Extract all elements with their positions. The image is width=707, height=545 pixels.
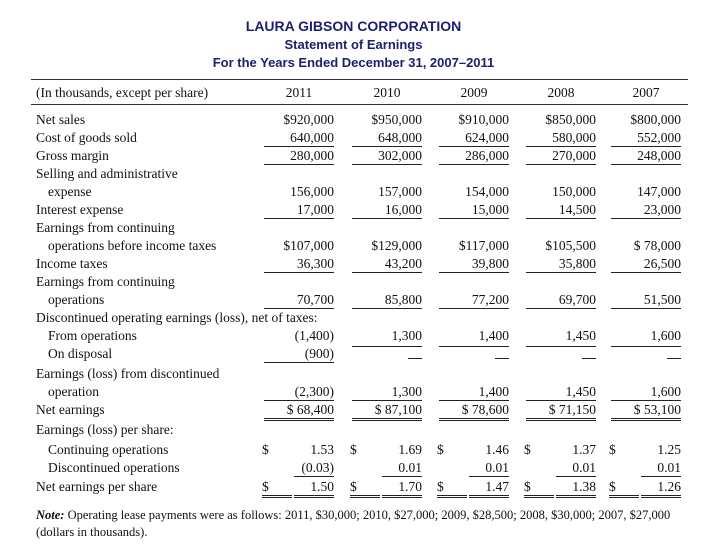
table-cell: 26,500 [611,256,681,273]
table-cell: 39,800 [439,256,509,273]
table-cell: $920,000 [283,112,334,127]
table-cell: 0.01 [556,460,596,477]
table-cell: 1,600 [611,384,681,401]
row-label-continuing-ops-cont: operations [48,292,105,307]
table-cell: $ 78,600 [439,402,509,421]
row-label-selling-admin-cont: expense [48,184,92,199]
table-cell: 150,000 [552,184,596,199]
row-label-on-disposal: On disposal [48,346,113,361]
table-cell: 270,000 [526,148,596,165]
table-cell: $850,000 [545,112,596,127]
table-cell: 1.47 [469,479,509,498]
table-cell: 280,000 [264,148,334,165]
table-cell [526,346,596,347]
row-label-income-taxes: Income taxes [36,256,108,271]
currency-symbol: $ [609,442,616,457]
year-header-2011: 2011 [285,85,313,100]
table-top-rule [31,79,688,80]
table-cell: 0.01 [382,460,422,477]
row-label-earnings-before-tax-cont: operations before income taxes [48,238,217,253]
year-header-2008: 2008 [547,85,575,100]
row-label-selling-admin: Selling and administrative [36,166,178,181]
table-cell [352,346,422,347]
table-cell: $ 53,100 [611,402,681,421]
row-label-interest-expense: Interest expense [36,202,124,217]
table-cell: 1.38 [556,479,596,498]
table-cell: 1.70 [382,479,422,498]
table-cell: 624,000 [439,130,509,147]
currency-symbol: $ [350,442,357,457]
dash-mark [667,358,681,359]
table-cell: $117,000 [458,238,509,253]
table-cell: 1.37 [572,442,596,457]
row-label-eps-continuing: Continuing operations [48,442,169,457]
table-cell: $910,000 [458,112,509,127]
row-label-eps-discontinued: Discontinued operations [48,460,180,475]
row-label-disc-earnings-cont: operation [48,384,99,399]
note-text: Operating lease payments were as follows: 2011, $30,000; 2010, $27,000; 2009, $28,500; 2008, $30,000; 2007, $27,000 (dollars in thousands). [36,508,671,539]
table-cell: 70,700 [264,292,334,309]
table-cell: 1.69 [398,442,422,457]
table-cell: (1,400) [294,328,334,343]
table-cell: 648,000 [352,130,422,147]
table-cell: 147,000 [637,184,681,199]
footnote [36,507,696,541]
table-cell: 36,300 [264,256,334,273]
table-cell: 51,500 [611,292,681,309]
table-cell: 14,500 [526,202,596,219]
row-label-continuing-ops: Earnings from continuing [36,274,175,289]
company-title: LAURA GIBSON CORPORATION [245,18,462,34]
note-label: Note: [36,508,65,522]
currency-symbol: $ [524,442,531,457]
currency-symbol: $ [609,479,639,498]
currency-symbol: $ [262,479,292,498]
period-title: For the Years Ended December 31, 2007–2011 [212,55,495,70]
currency-symbol: $ [437,442,444,457]
table-cell: 302,000 [352,148,422,165]
table-cell: 69,700 [526,292,596,309]
table-cell: $129,000 [371,238,422,253]
table-cell: 248,000 [611,148,681,165]
table-cell: 1,450 [565,328,596,343]
currency-symbol: $ [524,479,554,498]
table-cell: 43,200 [352,256,422,273]
currency-symbol: $ [262,442,269,457]
year-header-2007: 2007 [632,85,660,100]
table-cell: 1,300 [391,328,422,343]
table-cell: 1.25 [657,442,681,457]
row-label-eps-net: Net earnings per share [36,479,158,494]
year-header-2010: 2010 [373,85,401,100]
row-label-from-operations: From operations [48,328,137,343]
dash-mark [408,358,422,359]
row-label-disc-earnings: Earnings (loss) from discontinued [36,366,220,381]
row-label-gross-margin: Gross margin [36,148,109,163]
table-cell: $ 68,400 [264,402,334,421]
table-cell: 286,000 [439,148,509,165]
table-cell: 77,200 [439,292,509,309]
table-cell: 154,000 [465,184,509,199]
table-cell: 552,000 [611,130,681,147]
currency-symbol: $ [437,479,467,498]
table-cell: 157,000 [378,184,422,199]
row-label-net-earnings: Net earnings [36,402,105,417]
table-cell: 1,450 [526,384,596,401]
row-label-eps-header: Earnings (loss) per share: [36,422,174,437]
table-cell: 1.26 [641,479,681,498]
table-cell: 156,000 [290,184,334,199]
table-cell: 1,400 [478,328,509,343]
row-label-net-sales: Net sales [36,112,86,127]
statement-title: Statement of Earnings [284,37,423,52]
table-cell: $ 87,100 [352,402,422,421]
table-cell: $107,000 [283,238,334,253]
table-cell: 0.01 [641,460,681,477]
table-cell: 23,000 [611,202,681,219]
table-cell: 1.46 [485,442,509,457]
table-cell: 0.01 [469,460,509,477]
table-cell: $ 71,150 [526,402,596,421]
row-label-cost-of-goods-sold: Cost of goods sold [36,130,137,145]
table-cell: 640,000 [264,130,334,147]
table-cell: 15,000 [439,202,509,219]
row-label-discontinued-header: Discontinued operating earnings (loss), net of taxes: [36,310,318,325]
table-cell: $ 78,000 [633,238,681,253]
table-cell: 35,800 [526,256,596,273]
table-cell: 17,000 [264,202,334,219]
table-cell: 1.53 [310,442,334,457]
table-cell: 580,000 [526,130,596,147]
table-cell: 16,000 [352,202,422,219]
table-cell: $105,500 [545,238,596,253]
table-cell: $800,000 [630,112,681,127]
table-cell: 1.50 [294,479,334,498]
year-header-2009: 2009 [460,85,488,100]
unit-label: (In thousands, except per share) [36,85,209,100]
table-cell: (2,300) [264,384,334,401]
currency-symbol: $ [350,479,380,498]
table-cell [611,346,681,347]
table-cell: 1,600 [650,328,681,343]
header-bottom-rule [31,104,688,105]
table-cell: 1,300 [352,384,422,401]
table-cell: (900) [264,346,334,363]
table-cell [439,346,509,347]
table-cell: 1,400 [439,384,509,401]
row-label-earnings-before-tax: Earnings from continuing [36,220,175,235]
table-cell: 85,800 [352,292,422,309]
dash-mark [495,358,509,359]
table-cell: $950,000 [371,112,422,127]
table-cell: (0.03) [294,460,334,477]
dash-mark [582,358,596,359]
